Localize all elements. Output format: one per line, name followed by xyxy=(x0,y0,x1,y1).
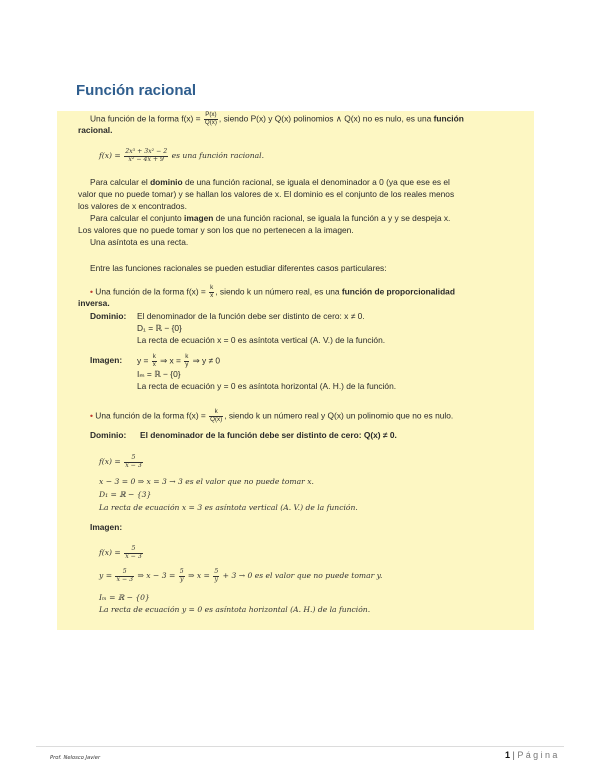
casos-line: Entre las funciones racionales se pueden estudiar diferentes casos particulares: xyxy=(90,263,387,273)
case2-line-1: • Una función de la forma f(x) = $\frac{k}{Q(x)}$ , siendo k un número real y Q(x) un polinomio que no es nulo. xyxy=(90,408,454,423)
case1-imagen-3: La recta de ecuación y = 0 es asíntota horizontal (A. H.) de la función. xyxy=(137,381,397,391)
asintota-line: Una asíntota es una recta. xyxy=(90,237,189,247)
example2-line-8: La recta de ecuación y = 0 es asíntota horizontal (A. H.) de la función. xyxy=(99,605,371,614)
example-function-1: f(x) = $\frac{\text{2x³ + 3x² − 2}}{\text{x² − 4x + 9}}$ es una función racional. xyxy=(99,148,264,163)
example2-imagen-label: Imagen: xyxy=(90,522,123,532)
dominio-line-1: Para calcular el dominio de una función racional, se iguala el denominador a 0 (ya que ese es el xyxy=(90,177,450,187)
intro-line-1: Una función de la forma f(x) = $\frac{P(x)}{Q(x)}$ , siendo P(x) y Q(x) polinomios ∧ Q(x) no es nulo, es una función xyxy=(90,111,464,126)
case2-dominio-1: El denominador de la función debe ser distinto de cero: Q(x) ≠ 0. xyxy=(140,430,397,440)
case1-dominio-1: El denominador de la función debe ser distinto de cero: x ≠ 0. xyxy=(137,311,365,321)
case1-imagen-2: Iₘ = ℝ − {0} xyxy=(137,369,181,379)
example2-line-4: La recta de ecuación x = 3 es asíntota vertical (A. V.) de la función. xyxy=(99,503,358,512)
example2-line-7: Iₘ = ℝ − {0} xyxy=(99,593,150,602)
footer-divider xyxy=(36,746,564,747)
imagen-line-2: Los valores que no puede tomar y son los que no pertenecen a la imagen. xyxy=(78,225,354,235)
dominio-line-2: valor que no puede tomar) y se hallan los valores de x. El dominio es el conjunto de los reales menos xyxy=(78,189,455,199)
case1-imagen-1: y = $\frac{k}{x}$ ⇒ x = $\frac{k}{y}$ ⇒ y ≠ 0 xyxy=(137,353,221,368)
intro-line-2: racional. xyxy=(78,125,113,135)
page-title: Función racional xyxy=(76,82,197,99)
example2-chain: y = $\frac{5}{x - 3}$ ⇒ x − 3 = $\frac{5}{y}$ ⇒ x = $\frac{5}{y}$ + 3 → 0 es el valor que no puede tomar y. xyxy=(99,568,383,583)
case1-dominio-3: La recta de ecuación x = 0 es asíntota vertical (A. V.) de la función. xyxy=(137,335,386,345)
case1-imagen-label: Imagen: xyxy=(90,355,123,365)
footer-page-number: 1 | Página xyxy=(505,750,560,760)
example2-function-2: f(x) = $\frac{5}{x - 3}$ xyxy=(99,545,142,560)
case1-dominio-label: Dominio: xyxy=(90,311,127,321)
example2-function: f(x) = $\frac{5}{x - 3}$ xyxy=(99,454,142,469)
case1-dominio-2: D₁ = ℝ − {0} xyxy=(137,323,182,333)
imagen-line-1: Para calcular el conjunto imagen de una función racional, se iguala la función a y y se despeja x. xyxy=(90,213,451,223)
example2-line-2: x − 3 = 0 ⇒ x = 3 → 3 es el valor que no puede tomar x. xyxy=(99,477,314,486)
footer-author: Prof. Nelosco Javier xyxy=(50,755,101,761)
case1-line-1: • Una función de la forma f(x) = $\frac{k}{x}$ , siendo k un número real, es una función de proporcionalidad xyxy=(90,284,455,299)
case2-dominio-label: Dominio: xyxy=(90,430,127,440)
case1-line-2: inversa. xyxy=(78,298,110,308)
example2-line-3: D₁ = ℝ − {3} xyxy=(99,490,152,499)
dominio-line-3: los valores de x encontrados. xyxy=(78,201,187,211)
